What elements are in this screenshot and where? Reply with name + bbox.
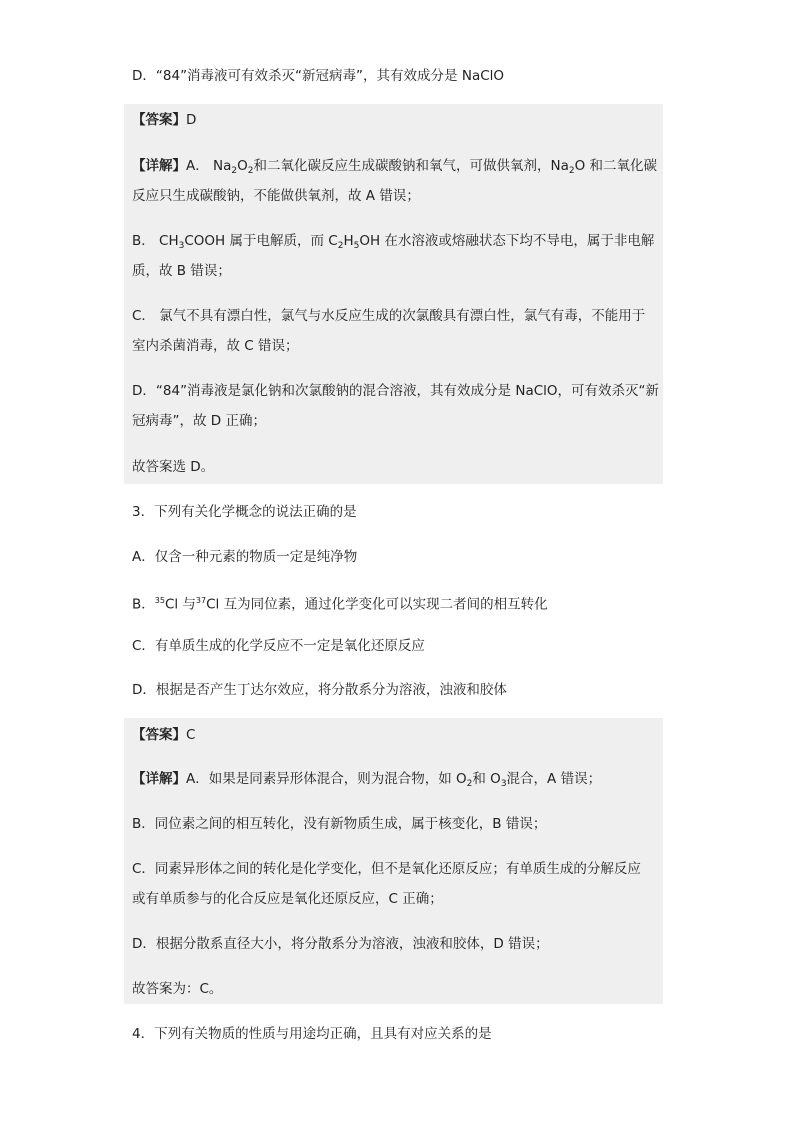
detail-label: 【详解】 (132, 771, 186, 787)
answer-value: C (186, 727, 196, 743)
answer-value: D (186, 112, 197, 128)
q3-option-a: A．仅含一种元素的物质一定是纯净物 (132, 549, 358, 565)
detail3-c-line-1: C．同素异形体之间的转化是化学变化，但不是氧化还原反应；有单质生成的分解反应 (132, 861, 641, 877)
answer-line-3 (132, 725, 195, 745)
answer-label: 【答案】 (132, 727, 186, 743)
detail3-c-line-2: 或有单质参与的化合反应是氧化还原反应，C 正确； (132, 891, 443, 907)
detail-label: 【详解】 (132, 158, 186, 174)
q3-option-c: C．有单质生成的化学反应不一定是氧化还原反应 (132, 638, 425, 654)
q3-option-d: D．根据是否产生丁达尔效应，将分散系分为溶液，浊液和胶体 (132, 682, 507, 698)
detail-b-line-1: B． $CH_3COOH$ 属于电解质，而 $C_2H_5OH$ 在水溶液或熔融状态下均不导电，属于非电解 (132, 233, 655, 251)
detail3-d-line: D．根据分散系直径大小，将分散系分为溶液，浊液和胶体，D 错误； (132, 936, 549, 952)
conclusion-2: 故答案选 D。 (132, 459, 215, 475)
detail-d-line-2: 冠病毒”，故 D 正确； (132, 413, 266, 429)
q2-option-d: D．“84”消毒液可有效杀灭“新冠病毒”，其有效成分是 NaClO (132, 68, 505, 84)
detail-a-line-2: 反应只生成碳酸钠，不能做供氧剂，故 A 错误； (132, 188, 420, 204)
answer-label: 【答案】 (132, 112, 186, 128)
detail-c-line-2: 室内杀菌消毒，故 C 错误； (132, 338, 299, 354)
conclusion-3: 故答案为：C。 (132, 981, 223, 997)
detail3-b-line: B．同位素之间的相互转化，没有新物质生成，属于核变化，B 错误； (132, 816, 547, 832)
question-3-stem: 3．下列有关化学概念的说法正确的是 (132, 504, 357, 520)
detail3-a-line: 【详解】A．如果是同素异形体混合，则为混合物，如 $O_2$和 $O_3$混合，A 错误； (132, 771, 602, 789)
answer-line-2 (132, 110, 196, 130)
detail-b-line-2: 质，故 B 错误； (132, 263, 231, 279)
question-4-stem: 4．下列有关物质的性质与用途均正确，且具有对应关系的是 (132, 1026, 492, 1042)
detail-d-line-1: D．“84”消毒液是氯化钠和次氯酸钠的混合溶液，其有效成分是 NaClO，可有效杀灭“新 (132, 383, 660, 399)
detail-a-line-1: 【详解】A． $Na_2O_2$和二氧化碳反应生成碳酸钠和氧气，可做供氧剂，$Na_2O$ 和二氧化碳 (132, 158, 658, 176)
detail-c-line-1: C． 氯气不具有漂白性，氯气与水反应生成的次氯酸具有漂白性，氯气有毒，不能用于 (132, 308, 646, 324)
q3-option-b: B．$^{35}$Cl 与$^{37}$Cl 互为同位素，通过化学变化可以实现二者间的相互转化 (132, 596, 548, 613)
